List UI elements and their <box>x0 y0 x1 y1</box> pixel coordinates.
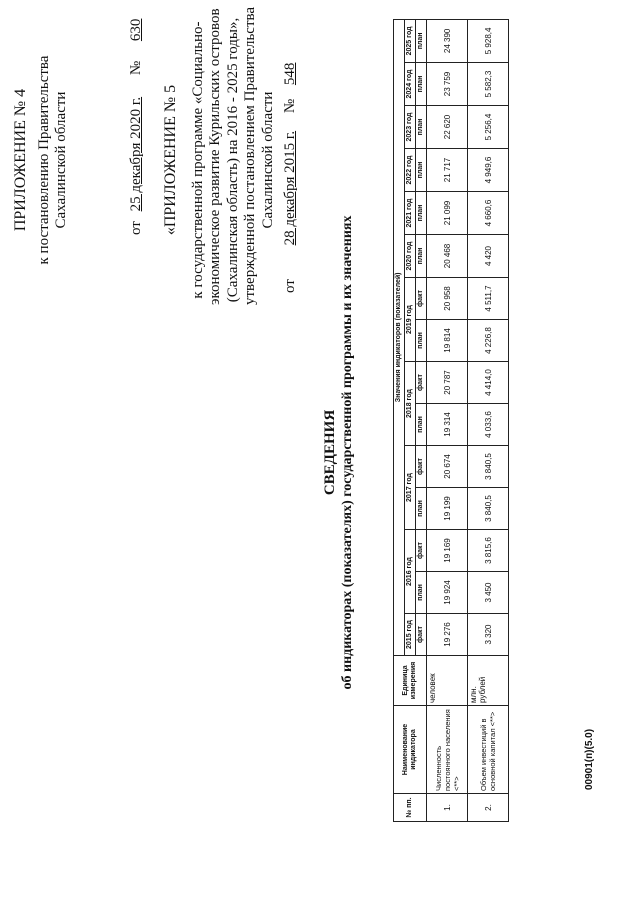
value-cell: 19 924 <box>427 572 468 614</box>
value-cell: 3 320 <box>468 614 509 656</box>
document-title: СВЕДЕНИЯ <box>322 409 338 496</box>
value-cell: 4 033,6 <box>468 404 509 446</box>
sub-header: план <box>416 404 427 446</box>
value-cell: 24 390 <box>427 19 468 62</box>
year-header: 2016 год <box>405 530 416 614</box>
header-name: Наименование индикатора <box>394 706 427 794</box>
year-header: 2017 год <box>405 446 416 530</box>
appendix-5-num: 548 <box>282 62 298 86</box>
value-cell: 4 511,7 <box>468 278 509 320</box>
row-name: Численность постоянного населения <**> <box>427 706 468 794</box>
value-cell: 19 199 <box>427 488 468 530</box>
appendix-4-line2: Сахалинской области <box>53 91 69 229</box>
value-cell: 5 256,4 <box>468 106 509 149</box>
value-cell: 20 468 <box>427 235 468 278</box>
value-cell: 19 169 <box>427 530 468 572</box>
year-header: 2018 год <box>405 362 416 446</box>
value-cell: 19 314 <box>427 404 468 446</box>
value-cell: 20 674 <box>427 446 468 488</box>
appendix-5-block <box>162 6 277 305</box>
value-cell: 4 414,0 <box>468 362 509 404</box>
row-num: 1. <box>427 794 468 822</box>
sub-header: план <box>416 19 427 62</box>
header-unit: Единица измерения <box>394 656 427 706</box>
value-cell: 5 582,3 <box>468 63 509 106</box>
appendix-4-title: ПРИЛОЖЕНИЕ № 4 <box>12 88 29 232</box>
document-subtitle: об индикаторах (показателях) государственной программы и их значениях <box>340 215 355 690</box>
appendix-5-line4: утвержденной постановлением Правительства <box>242 6 258 305</box>
year-header: 2022 год <box>405 149 416 192</box>
sub-header: факт <box>416 278 427 320</box>
appendix-4-num-label: № <box>128 60 144 76</box>
appendix-5-line3: (Сахалинская область) на 2016 - 2025 годы», <box>224 17 241 303</box>
row-unit: человек <box>427 656 468 706</box>
document-code: 00901(п)(5.0) <box>584 728 595 790</box>
year-header: 2025 год <box>405 19 416 62</box>
appendix-4-num: 630 <box>128 18 144 42</box>
sub-header: факт <box>416 362 427 404</box>
indicators-table <box>393 19 509 822</box>
appendix-4-date: 25 декабря 2020 г. <box>128 96 144 212</box>
row-num: 2. <box>468 794 509 822</box>
year-header: 2019 год <box>405 278 416 362</box>
appendix-4-signature <box>128 19 145 235</box>
year-header: 2023 год <box>405 106 416 149</box>
sub-header: план <box>416 572 427 614</box>
table-header-row-1 <box>394 19 405 821</box>
appendix-4-from: от <box>128 221 144 235</box>
year-header: 2021 год <box>405 192 416 235</box>
sub-header: факт <box>416 530 427 572</box>
appendix-5-date: 28 декабря 2015 г. <box>282 130 298 246</box>
sub-header: план <box>416 106 427 149</box>
year-header: 2015 год <box>405 614 416 656</box>
sub-header: план <box>416 192 427 235</box>
row-name: Объем инвестиций в основной капитал <**> <box>468 706 509 794</box>
header-num: № пп. <box>394 794 427 822</box>
value-cell: 4 949,6 <box>468 149 509 192</box>
year-header: 2020 год <box>405 235 416 278</box>
sub-header: факт <box>416 614 427 656</box>
value-cell: 4 660,6 <box>468 192 509 235</box>
value-cell: 19 814 <box>427 320 468 362</box>
sub-header: план <box>416 63 427 106</box>
value-cell: 22 620 <box>427 106 468 149</box>
value-cell: 4 420 <box>468 235 509 278</box>
appendix-5-line2: экономическое развитие Курильских островов <box>207 8 223 305</box>
row-unit: млн. рублей <box>468 656 509 706</box>
table-row <box>427 19 468 821</box>
sub-header: план <box>416 149 427 192</box>
appendix-5-line5: Сахалинской области <box>259 91 276 229</box>
header-values: Значения индикаторов (показателей) <box>394 19 405 655</box>
value-cell: 20 787 <box>427 362 468 404</box>
appendix-5-signature <box>282 63 299 293</box>
value-cell: 19 276 <box>427 614 468 656</box>
appendix-5-from: от <box>282 279 298 293</box>
value-cell: 21 717 <box>427 149 468 192</box>
sub-header: факт <box>416 446 427 488</box>
sub-header: план <box>416 320 427 362</box>
year-header: 2024 год <box>405 63 416 106</box>
appendix-4-line1: к постановлению Правительства <box>35 55 52 265</box>
value-cell: 21 099 <box>427 192 468 235</box>
value-cell: 3 840,5 <box>468 488 509 530</box>
value-cell: 4 226,8 <box>468 320 509 362</box>
value-cell: 3 840,5 <box>468 446 509 488</box>
value-cell: 20 958 <box>427 278 468 320</box>
value-cell: 23 759 <box>427 63 468 106</box>
sub-header: план <box>416 235 427 278</box>
appendix-5-title: «ПРИЛОЖЕНИЕ № 5 <box>162 84 179 236</box>
value-cell: 5 928,4 <box>468 19 509 62</box>
value-cell: 3 450 <box>468 572 509 614</box>
appendix-4-block <box>12 15 71 305</box>
appendix-5-num-label: № <box>282 98 298 114</box>
appendix-5-line1: к государственной программе «Социально- <box>189 21 206 299</box>
table-row <box>468 19 509 821</box>
sub-header: план <box>416 488 427 530</box>
value-cell: 3 815,6 <box>468 530 509 572</box>
